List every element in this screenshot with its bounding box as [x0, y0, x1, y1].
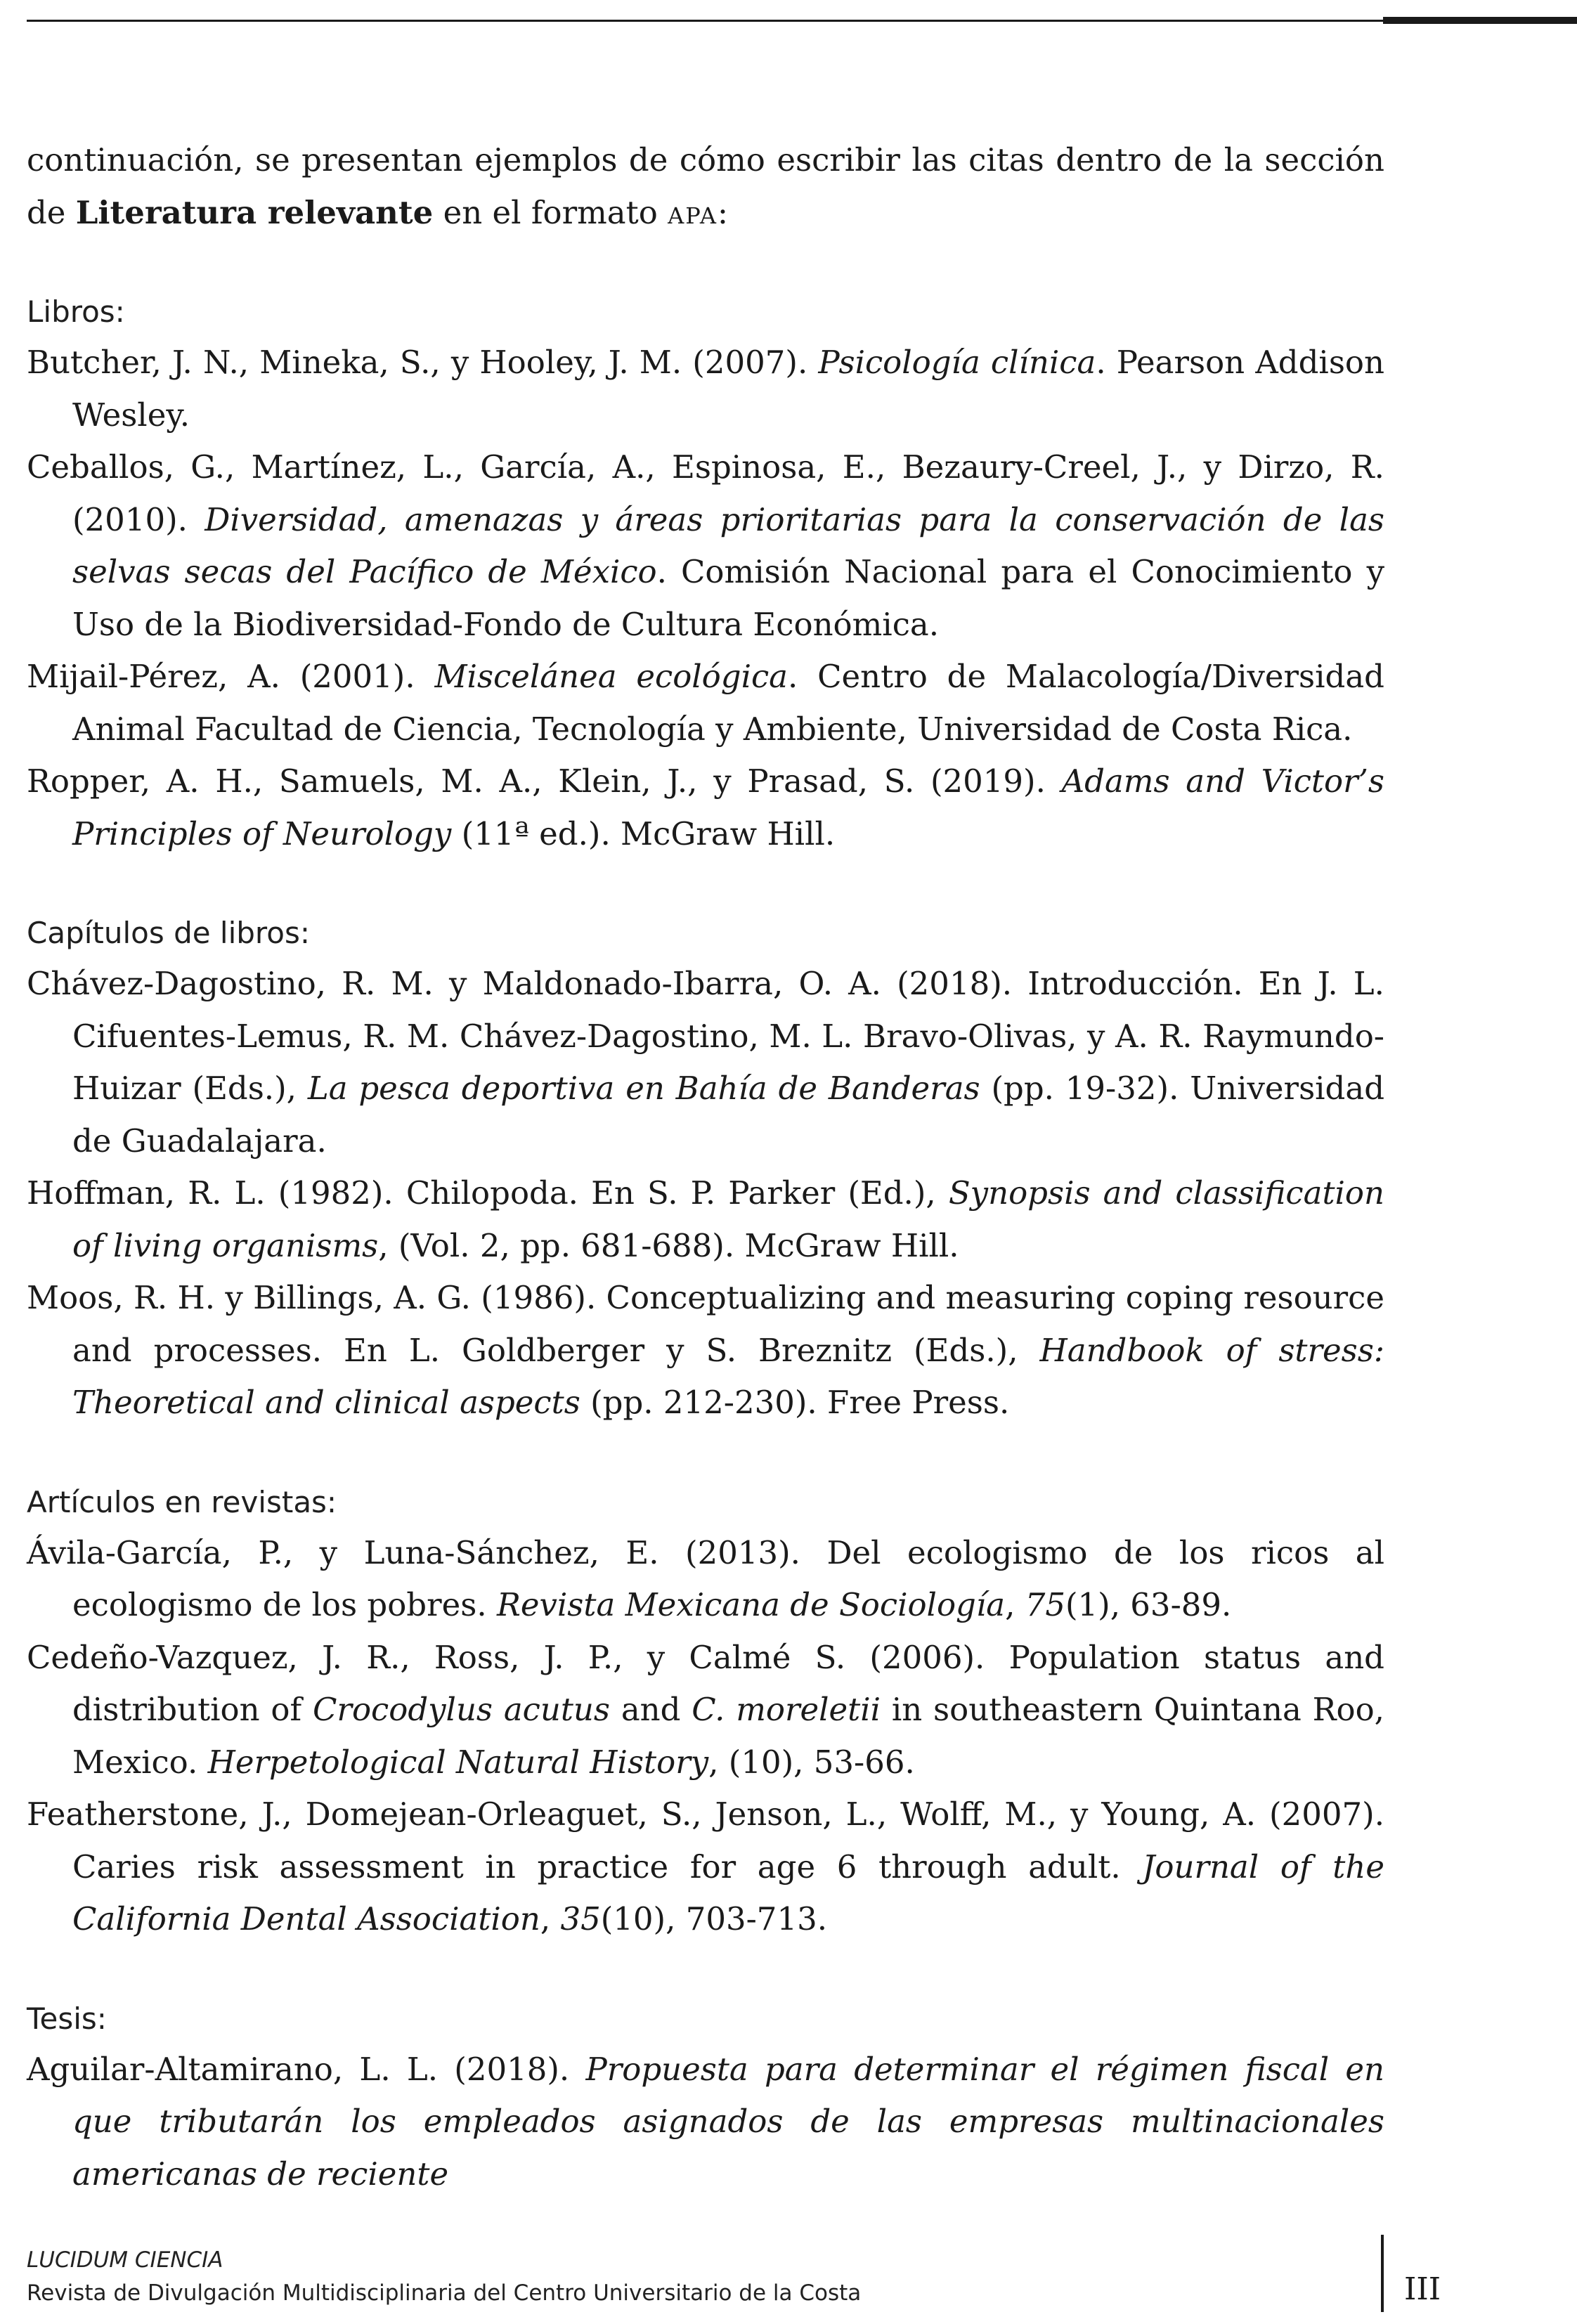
reference-text: Chávez-Dagostino, R. M. y Maldonado-Ibarra, O. A. (2018). Introducción. En J. L. Cifuentes-Lemus, R. M. Chávez-Dagostino, M. L. Bravo-Olivas, y A. R. Raymundo-Huizar (Eds.), — [27, 965, 1384, 1107]
reference-text: . Pearson Addison Wesley. — [72, 344, 1384, 434]
reference-italic-title: Psicología clínica — [818, 344, 1096, 381]
intro-text: : — [717, 194, 729, 231]
reference-italic-title: C. moreletii — [692, 1691, 881, 1728]
reference-text: , — [1005, 1586, 1025, 1623]
reference-text: (11ª ed.). McGraw Hill. — [451, 814, 836, 852]
reference-italic-title: Herpetological Natural History — [207, 1743, 709, 1781]
intro-paragraph — [27, 134, 1384, 239]
reference-text: . Centro de Malacología/Diversidad Animal Facultad de Ciencia, Tecnología y Ambiente, Universidad de Costa Rica. — [72, 658, 1384, 748]
reference-text: (1), 63-89. — [1065, 1586, 1232, 1623]
reference-text: Hoffman, R. L. (1982). Chilopoda. En S. P. Parker (Ed.), — [27, 1174, 949, 1212]
reference-text: (10), 703-713. — [600, 1900, 828, 1937]
reference-text: (pp. 212-230). Free Press. — [580, 1384, 1010, 1421]
reference-entry — [27, 755, 1384, 860]
reference-entry — [27, 441, 1384, 651]
intro-bold-term: Literatura relevante — [75, 194, 434, 231]
section-spacer — [27, 1946, 1384, 1998]
reference-text: in southeastern Quintana Roo, Mexico. — [72, 1691, 1384, 1781]
section-heading: Tesis: — [27, 2001, 107, 2036]
footer-journal-subtitle: Revista de Divulgación Multidisciplinaria del Centro Universitario de la Costa — [27, 2280, 862, 2306]
reference-italic-title: La pesca deportiva en Bahía de Banderas — [307, 1070, 980, 1107]
reference-entry — [27, 1632, 1384, 1789]
reference-italic-title: Adams and Victor’s Principles of Neurology — [72, 762, 1385, 852]
reference-text: Butcher, J. N., Mineka, S., y Hooley, J. M. (2007). — [27, 344, 819, 381]
reference-text: Featherstone, J., Domejean-Orleaguet, S., Jenson, L., Wolff, M., y Young, A. (2007). Caries risk assessment in practice for age 6 through adult. — [27, 1796, 1384, 1885]
reference-entry — [27, 1789, 1384, 1946]
reference-italic-title: Synopsis and classification of living organisms — [72, 1174, 1384, 1264]
top-rule-accent — [1383, 17, 1577, 24]
intro-text: continuación, se presentan ejemplos de cómo escribir las citas dentro de la sección de — [27, 141, 1384, 231]
section-spacer — [27, 239, 1384, 291]
section-heading: Artículos en revistas: — [27, 1484, 337, 1519]
section-spacer — [27, 860, 1384, 912]
reference-italic-title: Miscelánea ecológica — [434, 658, 788, 695]
reference-text: Ceballos, G., Martínez, L., García, A., Espinosa, E., Bezaury-Creel, J., y Dirzo, R. (2010). — [27, 448, 1384, 538]
reference-text: Aguilar-Altamirano, L. L. (2018). — [27, 2050, 586, 2088]
intro-text: en el formato — [433, 194, 668, 231]
reference-entry — [27, 1527, 1384, 1632]
section-spacer — [27, 1429, 1384, 1481]
footer-divider — [1381, 2235, 1384, 2312]
reference-italic-title: Handbook of stress: Theoretical and clinical aspects — [72, 1331, 1384, 1421]
reference-entry — [27, 958, 1384, 1167]
footer-journal-title: LUCIDUM CIENCIA — [27, 2247, 223, 2273]
intro-format-name: apa — [668, 194, 718, 231]
reference-italic-title: Revista Mexicana de Sociología — [496, 1586, 1006, 1623]
reference-text: Ávila-García, P., y Luna-Sánchez, E. (2013). Del ecologismo de los ricos al ecologismo de los pobres. — [27, 1533, 1384, 1623]
reference-text: Cedeño-Vazquez, J. R., Ross, J. P., y Calmé S. (2006). Population status and distribution of — [27, 1638, 1384, 1728]
reference-italic-title: Propuesta para determinar el régimen fiscal en que tributarán los empleados asignados de las empresas multinacionales americanas de reciente — [72, 2050, 1384, 2193]
reference-italic-title: 75 — [1025, 1586, 1065, 1623]
reference-entry — [27, 2044, 1384, 2201]
top-rule — [27, 20, 1577, 22]
reference-entry — [27, 1272, 1384, 1429]
reference-text: Moos, R. H. y Billings, A. G. (1986). Conceptualizing and measuring coping resource and processes. En L. Goldberger y S. Breznitz (Eds.), — [27, 1279, 1384, 1369]
reference-italic-title: Crocodylus acutus — [313, 1691, 611, 1728]
reference-entry — [27, 1167, 1384, 1272]
reference-text: Ropper, A. H., Samuels, M. A., Klein, J., y Prasad, S. (2019). — [27, 762, 1062, 800]
reference-entry — [27, 337, 1384, 441]
reference-text: Mijail-Pérez, A. (2001). — [27, 658, 435, 695]
reference-text: , (Vol. 2, pp. 681-688). McGraw Hill. — [378, 1226, 959, 1264]
reference-sections — [27, 239, 1384, 2200]
reference-text: , — [540, 1900, 561, 1937]
section-heading: Libros: — [27, 294, 125, 329]
section-heading: Capítulos de libros: — [27, 916, 310, 950]
reference-italic-title: Journal of the California Dental Association — [72, 1848, 1384, 1937]
reference-italic-title: 35 — [560, 1900, 601, 1937]
reference-entry — [27, 651, 1384, 755]
reference-italic-title: Diversidad, amenazas y áreas prioritarias para la conservación de las selvas secas del Pacífico de México — [72, 500, 1384, 590]
reference-text: . Comisión Nacional para el Conocimiento y Uso de la Biodiversidad-Fondo de Cultura Económica. — [72, 553, 1384, 643]
reference-text: (pp. 19-32). Universidad de Guadalajara. — [72, 1070, 1384, 1160]
reference-text: and — [610, 1691, 692, 1728]
reference-text: , (10), 53-66. — [708, 1743, 915, 1781]
page-number: III — [1404, 2271, 1441, 2307]
page-content — [27, 134, 1384, 2200]
